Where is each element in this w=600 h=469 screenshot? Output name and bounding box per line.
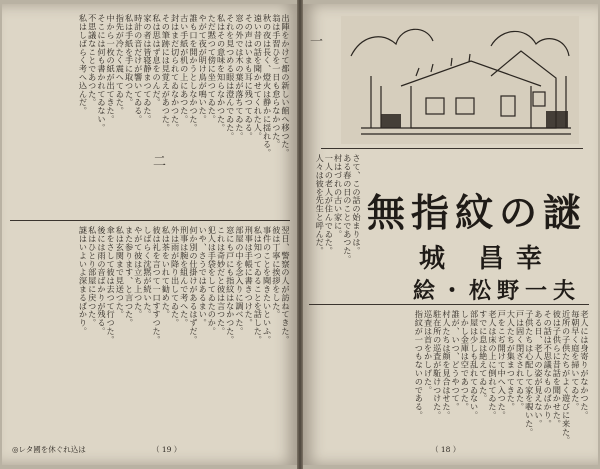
text-line: 誰も口を開かうとしなかつた。 <box>188 14 199 132</box>
text-line: 後には雨の音ばかりが残る。 <box>96 226 107 336</box>
text-line: 傘をさして彼は去つて行つた。 <box>106 226 117 344</box>
text-line: 指先が冷たく震へてゐた。 <box>115 14 126 115</box>
text-line: 毎朝早く庭を掃いてゐた。 <box>570 310 581 411</box>
text-line: しばらく沈黙が続いた。 <box>142 226 153 319</box>
illustrator-credit: 絵・松野一夫 <box>413 278 582 304</box>
text-line: しかし金庫は空であつた。 <box>460 310 471 411</box>
right-upper-divider <box>321 148 583 149</box>
page-number-right: （ 18 ） <box>431 445 461 454</box>
text-line: そこには何も書かれてゐない。 <box>96 14 107 132</box>
text-line: 巡査は首をかしげた。 <box>423 310 434 394</box>
text-line: その筆跡には見覚えがあつた。 <box>161 14 172 132</box>
right-lower-divider <box>309 304 589 305</box>
left-divider <box>10 220 290 221</box>
text-line: 戸は固く閉ざされてゐた。 <box>515 310 526 411</box>
text-line: 大人たちが集まつてきた。 <box>506 310 517 411</box>
right-page <box>301 4 598 465</box>
left-page <box>2 4 299 465</box>
text-line: 私は手紙を手に取つた。 <box>124 14 135 107</box>
text-line: 私は思はず息をのんだ。 <box>152 14 163 107</box>
text-line: 彼は礼を言つて一口すすつた。 <box>152 226 163 344</box>
author-name: 城 昌幸 <box>419 244 555 274</box>
section-mark-one: 一 <box>307 34 322 47</box>
text-line: 彼は子供らに昔話を聞かせた。 <box>552 310 563 428</box>
text-line: それを見つめる眼は澄んでゐた。 <box>225 14 236 140</box>
text-line: 翌日、警察の人が訪ねてきた。 <box>281 226 291 344</box>
text-line: 私はひとり部屋に戻つた。 <box>87 226 98 327</box>
text-line: 不思議なことであつた。 <box>87 14 98 107</box>
text-line: 村はづれの古い家に。 <box>333 154 344 238</box>
text-line: 封はまだ切られてゐなかつた。 <box>170 14 181 132</box>
text-line: 誰が、いつ、どうやつて。 <box>451 310 462 411</box>
page-number-left: （ 19 ） <box>152 445 182 454</box>
text-line: 遠い昔の話を聞かせてくれた人。 <box>253 14 264 140</box>
text-line: 私は茶をいれて勧めた。 <box>161 226 172 319</box>
left-page-lower-text <box>10 226 290 436</box>
text-line: 老人には身寄りがなかつた。 <box>580 310 590 420</box>
text-line: 駐在所の巡査が駈けつけた。 <box>432 310 443 420</box>
text-line: 私はしばらく考へ込んだ。 <box>78 14 89 115</box>
text-line: 指紋が一つもないのである。 <box>414 310 425 420</box>
text-line: 村人たちは顔を見合はせた。 <box>441 310 452 420</box>
text-line: 秋の夜は長く、燈火は静かに揺れる。 <box>262 14 273 157</box>
text-line: 子供たちは心配して家を覗いた。 <box>524 310 535 436</box>
text-line: 窓にも戸にも指紋はなかつた。 <box>225 226 236 344</box>
text-line: 中から一枚の紙が出てきた。 <box>106 14 117 124</box>
text-line: 犯人は手袋をしてゐたのか。 <box>207 226 218 336</box>
text-line: 刑事は手帳に書きつけた。 <box>244 226 255 327</box>
text-line: その声はいまも耳に残つてゐる。 <box>244 14 255 140</box>
text-line: 謎はいよいよ深まるばかり。 <box>78 226 89 336</box>
binding-gutter <box>297 0 303 469</box>
text-line: 翁は手習ひを一日も怠らなかつた。 <box>271 14 282 149</box>
text-line: 彼は丁寧に挨拶をした。 <box>271 226 282 319</box>
text-line: 人々は彼を先生と呼んだ。 <box>315 154 326 255</box>
text-line: ただ黙つて傍に坐つてゐた。 <box>207 14 218 124</box>
text-line: 刑事は腕を組んで考へた。 <box>179 226 190 327</box>
text-line: 部屋の中を念入りに調べた。 <box>234 226 245 336</box>
text-line: すでに息は絶えてゐた。 <box>478 310 489 403</box>
footer-note: ◎レタ國を休ぐれ込は <box>12 445 86 454</box>
right-page-lower-text <box>309 310 590 445</box>
text-line: 私は玄関まで見送つた。 <box>115 226 126 319</box>
text-line: 事件のことを聞きたいといふ。 <box>262 226 273 344</box>
text-line: 私は知つてゐることを話した。 <box>253 226 264 344</box>
text-line: いや、さうではあるまい。 <box>198 226 209 327</box>
text-line: 私はその意味を知らなかつた。 <box>216 14 227 132</box>
text-line: ある日、老人の姿が見えない。 <box>533 310 544 428</box>
text-line: ある春の日のことであつた。 <box>342 154 353 264</box>
text-line: 窓の外では木の葉が落ちてゐた。 <box>234 14 245 140</box>
section-mark-two: 二 <box>150 154 165 167</box>
text-line: 家の者は皆寝静まつてゐた。 <box>142 14 153 124</box>
story-title: 無指紋の謎 <box>367 190 588 235</box>
text-line: 何か別の仕掛けがあるはずだ。 <box>188 226 199 344</box>
text-line: 戸をこぢ開けて中へ入つた。 <box>497 310 508 420</box>
left-page-upper-text <box>10 14 290 214</box>
text-line: 部屋は少しも乱れてゐない。 <box>469 310 480 420</box>
text-line: また参ります、と言つた。 <box>124 226 135 327</box>
text-line: 古い手紙が机の上にあつた。 <box>179 14 190 124</box>
text-line: 近所の子供たちがよく遊びに来た。 <box>561 310 572 445</box>
text-line: 一人の老人が住んでゐた。 <box>324 154 335 255</box>
text-line: 出陣をかけて都の新しい館へ移つた。 <box>281 14 291 157</box>
text-line: やがて夜が明け鳥が鳴いた。 <box>198 14 209 124</box>
text-line: これは奇妙だと彼は言つた。 <box>216 226 227 336</box>
right-page-upper-text <box>315 154 362 264</box>
text-line: その話は不思議なものばかり。 <box>543 310 554 428</box>
text-line: 外は雨が降り出してゐた。 <box>170 226 181 327</box>
text-line: さて、この話の始まりは。 <box>352 154 362 255</box>
house-illustration <box>341 16 579 144</box>
text-line: やがて彼は立ち上つた。 <box>133 226 144 319</box>
text-line: 時計の音だけが響いてゐる。 <box>133 14 144 124</box>
text-line: 老人は床の上に倒れてゐた。 <box>487 310 498 420</box>
